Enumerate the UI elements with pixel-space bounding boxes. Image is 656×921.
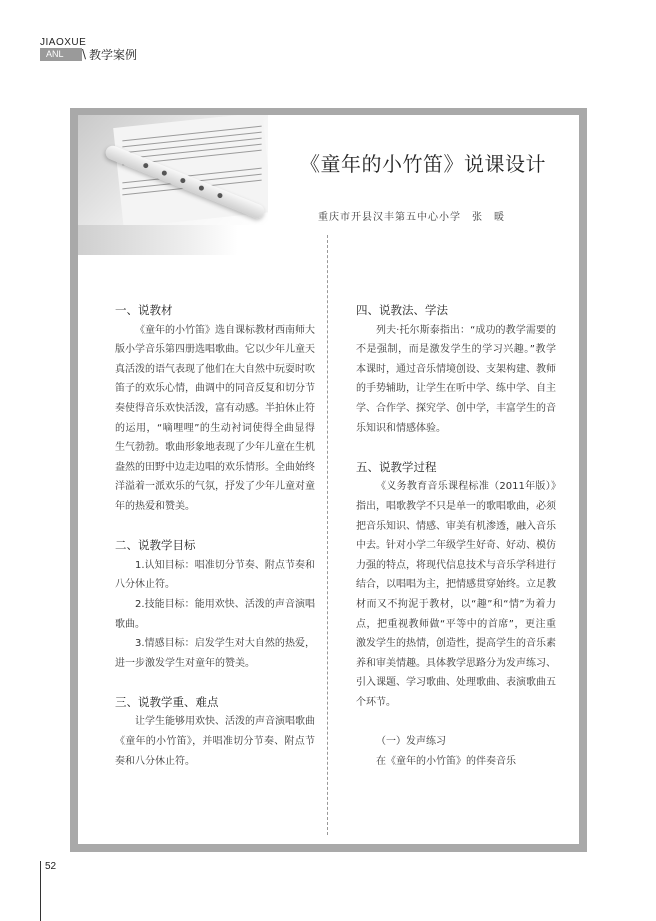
paragraph: 在《童年的小竹笛》的伴奏音乐 [376, 755, 516, 767]
left-column [115, 301, 315, 771]
section-heading: 三、说教学重、难点 [115, 694, 219, 709]
section-heading: 一、说教材 [115, 303, 173, 317]
article-title: 《童年的小竹笛》说课设计 [300, 152, 546, 176]
article-paper [78, 115, 579, 844]
header-en: JIAOXUE [40, 37, 87, 48]
paragraph: 列夫·托尔斯泰指出：“成功的教学需要的不是强制，而是激发学生的学习兴趣。”教学本课时，通过音乐情境创设、支架构建、教师的手势辅助，让学生在听中学、练中学、自主学、合作学、探究学、创中学，丰富学生的音乐知识和情感体验。 [356, 324, 556, 434]
flute-photo [78, 115, 268, 225]
paragraph: 《童年的小竹笛》选自课标教材西南师大版小学音乐第四册选唱歌曲。它以少年儿童天真活泼的语气表现了他们在大自然中玩耍时吹笛子的欢乐心情，曲调中的同音反复和切分节奏使得音乐欢快活泼，富有动感。半拍休止符的运用，“嘀哩哩”的生动衬词使得全曲显得生气勃勃。歌曲形象地表现了少年儿童在生机盎然的田野中边走边唱的欢乐情形。全曲始终洋溢着一派欢乐的气氛，抒发了少年儿童对童年的热爱和赞美。 [115, 324, 315, 512]
header-section-title: 教学案例 [89, 48, 138, 62]
page-number: 52 [45, 861, 57, 872]
header-section-box: ANL [40, 48, 82, 61]
paragraph: 让学生能够用欢快、活泼的声音演唱歌曲《童年的小竹笛》，并唱准切分节奏、附点节奏和八分休止符。 [115, 716, 315, 767]
subsection-heading: （一）发声练习 [376, 736, 446, 748]
paragraph: 《义务教育音乐课程标准（2011年版）》指出，唱歌教学不只是单一的歌唱歌曲，必须把音乐知识、情感、审美有机渗透，融入音乐中去。针对小学二年级学生好奇、好动、模仿力强的特点，将现代信息技术与音乐学科进行结合，以唱唱为主，把情感贯穿始终。立足教材而又不拘泥于教材，以“趣”和“情”为着力点，把重视教师做“平等中的首席”，更注重激发学生的热情，创造性，提高学生的音乐素养和审美情趣。具体教学思路分为发声练习、引入课题、学习歌曲、处理歌曲、表演歌曲五个环节。 [356, 481, 556, 708]
section-heading: 二、说教学目标 [115, 538, 196, 553]
column-divider [327, 235, 328, 835]
paragraph: 2.技能目标：能用欢快、活泼的声音演唱歌曲。 [115, 598, 315, 630]
header-slash: \ [82, 47, 87, 61]
grey-band [78, 225, 238, 255]
page-number-rule [40, 861, 41, 921]
section-heading: 四、说教法、学法 [356, 303, 448, 317]
right-column [356, 301, 556, 771]
paragraph: 1.认知目标：唱准切分节奏、附点节奏和八分休止符。 [115, 559, 315, 591]
article-author: 重庆市开县汉丰第五中心小学 张 暖 [318, 212, 505, 223]
section-heading: 五、说教学过程 [356, 459, 437, 474]
paragraph: 3.情感目标：启发学生对大自然的热爱，进一步激发学生对童年的赞美。 [115, 638, 315, 669]
